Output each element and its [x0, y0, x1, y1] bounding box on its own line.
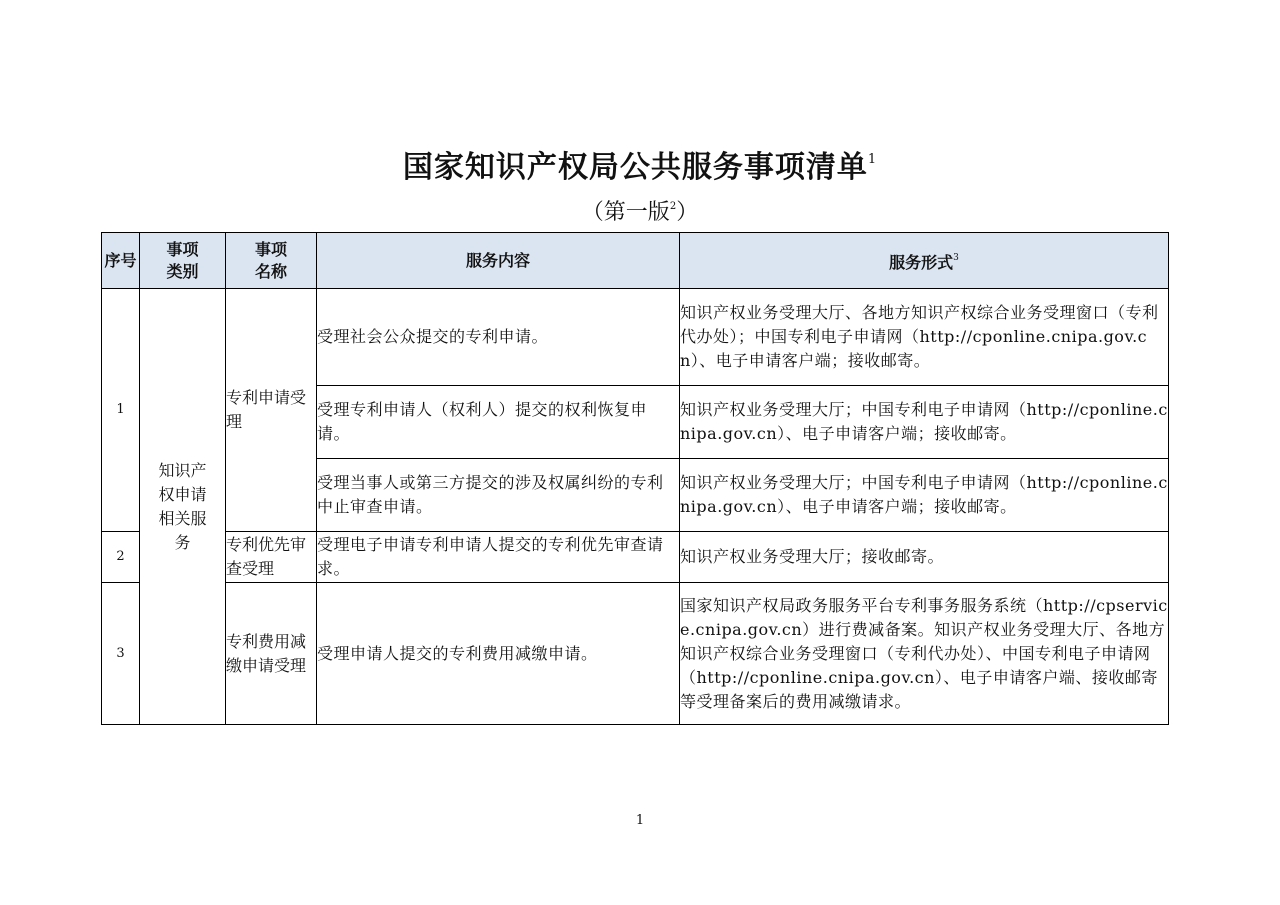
row-1-seq: 1	[102, 289, 140, 532]
subtitle-footnote-marker: 2	[669, 201, 677, 212]
category-text: 知识产权申请相关服务	[158, 460, 207, 552]
table-row	[102, 532, 1169, 583]
row-3-item-name: 专利费用减缴申请受理	[226, 583, 317, 725]
table-header-row	[102, 233, 1169, 289]
subtitle-close-text: ）	[676, 200, 699, 225]
row-1-item-name: 专利申请受理	[226, 289, 317, 532]
row-3-seq: 3	[102, 583, 140, 725]
document-subtitle	[0, 190, 1280, 230]
row-1-service-3-content: 受理当事人或第三方提交的涉及权属纠纷的专利中止审查申请。	[317, 459, 680, 532]
header-item-name: 事项名称	[226, 233, 317, 289]
row-3-service-1-form: 国家知识产权局政务服务平台专利事务服务系统（http://cpservice.cnipa.gov.cn）进行费减备案。知识产权业务受理大厅、各地方知识产权综合业务受理窗口（专利代办处）、中国专利电子申请网（http://cponline.cnipa.gov.cn）、电子申请客户端、接收邮寄等受理备案后的费用减缴请求。	[680, 583, 1169, 725]
header-form-footnote: 3	[953, 253, 959, 263]
header-content: 服务内容	[317, 233, 680, 289]
table-row	[102, 289, 1169, 386]
category-cell	[140, 289, 226, 725]
page-number: 1	[635, 813, 645, 828]
table-row	[102, 583, 1169, 725]
document-title	[0, 138, 1280, 190]
row-2-service-1-form: 知识产权业务受理大厅；接收邮寄。	[680, 532, 1169, 583]
header-form	[680, 233, 1169, 289]
row-2-seq: 2	[102, 532, 140, 583]
row-1-service-1-content: 受理社会公众提交的专利申请。	[317, 289, 680, 386]
document-title-text: 国家知识产权局公共服务事项清单	[402, 150, 868, 185]
header-form-text: 服务形式	[889, 253, 954, 272]
service-items-table	[101, 232, 1169, 725]
row-2-item-name: 专利优先审查受理	[226, 532, 317, 583]
title-footnote-marker: 1	[867, 152, 878, 167]
row-1-service-2-content: 受理专利申请人（权利人）提交的权利恢复申请。	[317, 386, 680, 459]
header-seq: 序号	[102, 233, 140, 289]
row-3-service-1-content: 受理申请人提交的专利费用减缴申请。	[317, 583, 680, 725]
row-1-service-2-form: 知识产权业务受理大厅；中国专利电子申请网（http://cponline.cnipa.gov.cn）、电子申请客户端；接收邮寄。	[680, 386, 1169, 459]
row-2-service-1-content: 受理电子申请专利申请人提交的专利优先审查请求。	[317, 532, 680, 583]
subtitle-open-text: （第一版	[581, 200, 670, 225]
row-1-service-1-form: 知识产权业务受理大厅、各地方知识产权综合业务受理窗口（专利代办处）；中国专利电子申请网（http://cponline.cnipa.gov.cn）、电子申请客户端；接收邮寄。	[680, 289, 1169, 386]
header-category: 事项类别	[140, 233, 226, 289]
row-1-service-3-form: 知识产权业务受理大厅；中国专利电子申请网（http://cponline.cnipa.gov.cn）、电子申请客户端；接收邮寄。	[680, 459, 1169, 532]
